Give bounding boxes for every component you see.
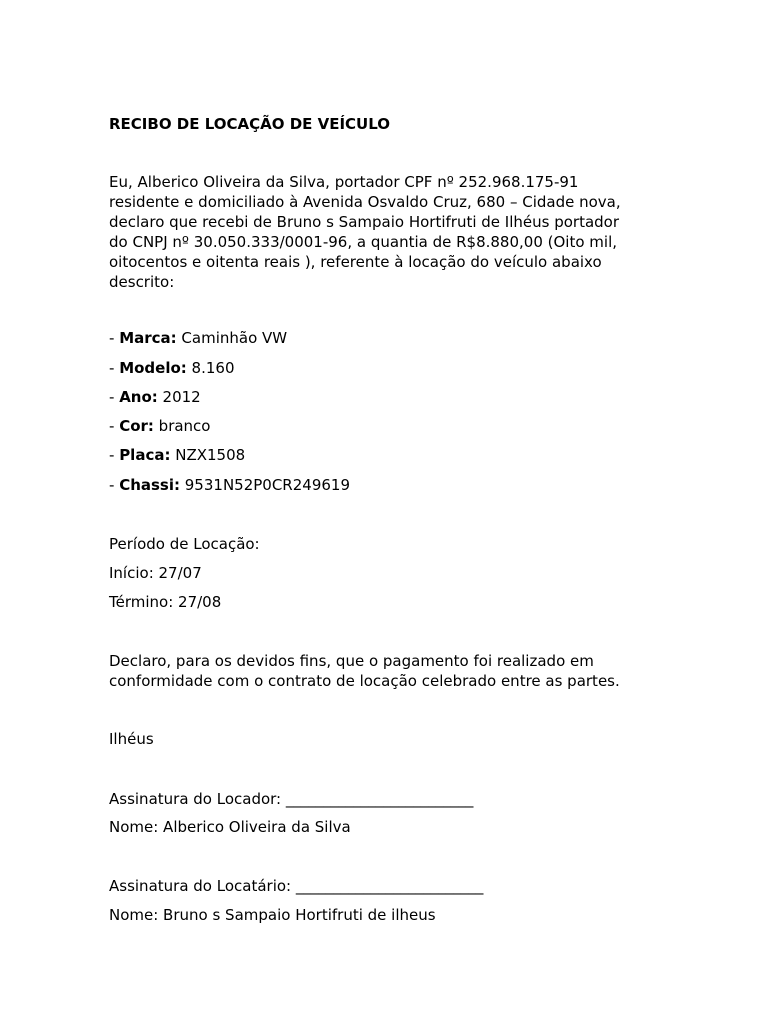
vehicle-value: Caminhão VW [176,329,288,347]
vehicle-item-marca: - Marca: Caminhão VW [109,329,288,347]
vehicle-item-cor: - Cor: branco [109,417,211,435]
vehicle-label: Placa: [119,446,171,464]
intro-line: descrito: [109,273,175,291]
locador-name: Nome: Alberico Oliveira da Silva [109,818,351,836]
vehicle-label: Cor: [119,417,154,435]
vehicle-value: branco [153,417,211,435]
intro-paragraph [109,172,621,292]
intro-line: residente e domiciliado à Avenida Osvaldo Cruz, 680 – Cidade nova, [109,193,621,211]
declaration-line: Declaro, para os devidos fins, que o pagamento foi realizado em [109,652,594,670]
locatario-signature-line: Assinatura do Locatário: _________________________ [109,877,484,895]
intro-line: do CNPJ nº 30.050.333/0001-96, a quantia de R$8.880,00 (Oito mil, [109,233,618,251]
vehicle-value: 2012 [157,388,201,406]
vehicle-label: Marca: [119,329,177,347]
intro-line: oitocentos e oitenta reais ), referente à locação do veículo abaixo [109,253,602,271]
locatario-name: Nome: Bruno s Sampaio Hortifruti de ilheus [109,906,436,924]
vehicle-value: 9531N52P0CR249619 [180,476,350,494]
period-heading: Período de Locação: [109,535,260,553]
document-title: RECIBO DE LOCAÇÃO DE VEÍCULO [109,115,391,133]
vehicle-label: Chassi: [119,476,180,494]
vehicle-item-ano: - Ano: 2012 [109,388,201,406]
vehicle-label: Ano: [119,388,158,406]
locador-signature-line: Assinatura do Locador: _________________________ [109,790,474,808]
intro-line: declaro que recebi de Bruno s Sampaio Hortifruti de Ilhéus portador [109,213,620,231]
period-start: Início: 27/07 [109,564,202,582]
vehicle-value: NZX1508 [170,446,246,464]
vehicle-item-placa: - Placa: NZX1508 [109,446,246,464]
intro-line: Eu, Alberico Oliveira da Silva, portador CPF nº 252.968.175-91 [109,173,579,191]
vehicle-value: 8.160 [186,359,235,377]
declaration-paragraph [109,651,620,691]
vehicle-label: Modelo: [119,359,187,377]
vehicle-item-chassi: - Chassi: 9531N52P0CR249619 [109,476,350,494]
city: Ilhéus [109,730,154,748]
vehicle-item-modelo: - Modelo: 8.160 [109,359,235,377]
declaration-line: conformidade com o contrato de locação celebrado entre as partes. [109,672,620,690]
period-end: Término: 27/08 [109,593,222,611]
